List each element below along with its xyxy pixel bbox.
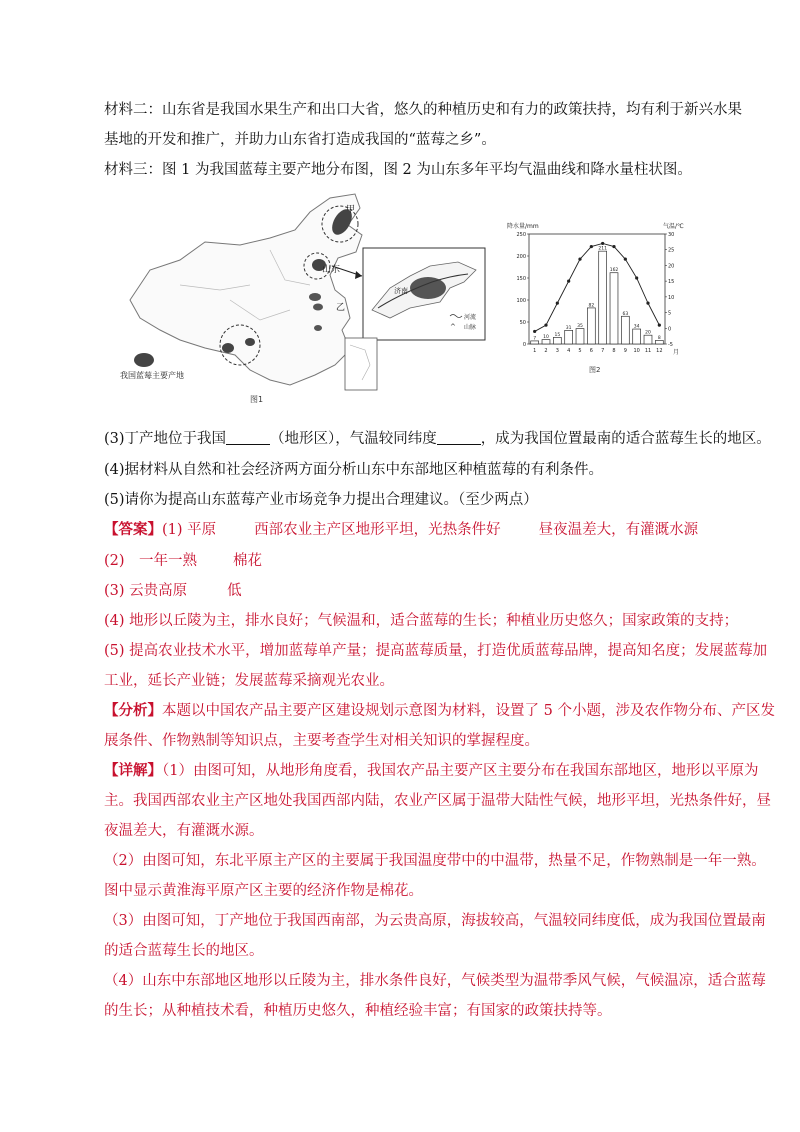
label-shandong: 山东: [322, 265, 341, 275]
answer-line-5b: 工业，延长产业链；发展蓝莓采摘观光农业。: [104, 673, 394, 689]
question-3: (3)丁产地位于我国 （地形区），气温较同纬度 ，成为我国位置最南的适合蓝莓生长的地区。: [104, 431, 771, 447]
detail-line-6: （3）由图可知，丁产地位于我国西南部，为云贵高原，海拔较高，气温较同纬度低，成为我国位置最南: [104, 913, 766, 929]
x-tick-label: 3: [555, 348, 559, 354]
temperature-point: [578, 258, 581, 261]
precip-bar: [553, 337, 561, 344]
question-5: (5)请你为提高山东蓝莓产业市场竞争力提出合理建议。（至少两点）: [104, 492, 538, 508]
temperature-point: [624, 258, 627, 261]
material2-line2: 基地的开发和推广，并助力山东省打造成我国的“蓝莓之乡”。: [104, 132, 496, 148]
detail-line-3: 夜温差大，有灌溉水源。: [104, 823, 264, 839]
temperature-point: [646, 302, 649, 305]
temperature-point: [556, 302, 559, 305]
figure2-caption: 图2: [589, 366, 601, 374]
x-tick-label: 6: [589, 348, 593, 354]
y-left-tick-label: 0: [522, 342, 526, 348]
y-left-tick-label: 200: [516, 254, 526, 260]
y-right-tick-label: 30: [668, 232, 675, 238]
plot-frame: [529, 234, 665, 344]
figure-area: [110, 190, 710, 410]
y-left-tick-label: 250: [516, 232, 526, 238]
y-left-tick-label: 50: [519, 320, 526, 326]
region-yi-1: [309, 293, 321, 301]
material2-line1: 材料二：山东省是我国水果生产和出口大省，悠久的种植历史和有力的政策扶持，均有利于新兴水果: [104, 102, 742, 118]
x-tick-label: 10: [633, 348, 640, 354]
detail-line-2: 主。我国西部农业主产区地处我国西部内陆，农业产区属于温带大陆性气候，地形平坦，光热条件好，昼: [104, 793, 771, 809]
china-outline: [130, 194, 362, 385]
precip-bar-label: 162: [609, 268, 619, 274]
temperature-point: [658, 324, 661, 327]
precip-bar-label: 211: [598, 246, 607, 252]
precip-bar: [655, 340, 663, 344]
material3-text: 材料三：图 1 为我国蓝莓主要产地分布图，图 2 为山东多年平均气温曲线和降水量柱状图。: [104, 162, 692, 178]
question-4: (4)据材料从自然和社会经济两方面分析山东中东部地区种植蓝莓的有利条件。: [104, 462, 604, 478]
precip-bar-label: 34: [633, 324, 640, 330]
x-tick-label: 11: [644, 348, 652, 354]
x-tick-label: 8: [612, 348, 616, 354]
answer-line-1: 【答案】(1) 平原 西部农业主产区地形平坦，光热条件好 昼夜温差大，有灌溉水源: [104, 521, 699, 538]
y-right-tick-label: 10: [668, 294, 675, 301]
x-tick-label: 2: [544, 348, 548, 354]
detail-tag: 【详解】: [104, 762, 162, 779]
temperature-line: [535, 243, 660, 331]
y-right-tick-label: 25: [668, 247, 675, 254]
answer-line-2: (2) 一年一熟 棉花: [104, 553, 263, 569]
precip-bar: [587, 308, 595, 344]
temperature-point: [601, 242, 604, 245]
precip-bar-label: 8: [657, 335, 661, 341]
answer-blank-1[interactable]: [226, 430, 270, 445]
detail-line-8: （4）山东中东部地区地形以丘陵为主，排水条件良好，气候类型为温带季风气候，气候温凉，适合蓝莓: [104, 973, 766, 989]
figure1-caption: 图1: [250, 395, 264, 404]
temperature-point: [533, 330, 536, 333]
x-tick-label: 4: [567, 348, 571, 354]
answer-blank-2[interactable]: [437, 430, 481, 445]
region-bing: [314, 325, 322, 331]
inset-label-jinan: 济南: [394, 287, 408, 295]
precip-bar: [599, 251, 607, 344]
precip-bar: [576, 329, 584, 344]
south-sea-inset: [345, 338, 377, 390]
analysis-line-1: 【分析】本题以中国农产品主要产区建设规划示意图为材料，设置了 5 个小题，涉及农作物分布、产区发: [104, 702, 775, 719]
y-right-tick-label: 20: [668, 263, 675, 270]
detail-line-4: （2）由图可知，东北平原主产区的主要属于我国温度带中的中温带，热量不足，作物熟制是一年一熟。: [104, 853, 766, 869]
detail-line-5: 图中显示黄淮海平原产区主要的经济作物是棉花。: [104, 883, 423, 899]
temperature-point: [612, 245, 615, 248]
temperature-point: [544, 324, 547, 327]
analysis-tag: 【分析】: [104, 702, 162, 719]
region-ding-2: [245, 338, 255, 346]
y-right-tick-label: 15: [668, 279, 675, 286]
precip-bar-label: 31: [565, 325, 572, 331]
legend-swatch: [134, 353, 154, 367]
y-right-tick-label: 5: [668, 310, 672, 317]
legend-text: 我国蓝莓主要产地: [120, 371, 184, 380]
x-tick-label: 5: [578, 348, 582, 354]
inset-legend-mountain: 山脉: [464, 324, 477, 331]
label-jia: 甲: [346, 205, 356, 215]
precip-bar: [644, 335, 652, 344]
precip-bar-label: 63: [622, 311, 629, 317]
precip-bar: [565, 330, 573, 344]
detail-line-1: 【详解】（1）由图可知，从地形角度看，我国农产品主要产区主要分布在我国东部地区，地形以平原为: [104, 762, 759, 779]
precip-bar: [633, 329, 641, 344]
precip-bar-label: 20: [645, 330, 651, 336]
y-left-tick-label: 150: [516, 276, 526, 282]
answer-line-4: (4) 地形以丘陵为主，排水良好；气候温和，适合蓝莓的生长；种植业历史悠久；国家政策的支持；: [104, 613, 739, 629]
right-axis-title: 气温/℃: [663, 223, 684, 230]
temperature-point: [635, 276, 638, 279]
precip-bar-label: 35: [577, 324, 583, 330]
x-unit: 月: [673, 349, 680, 356]
svg-text:^: ^: [450, 323, 456, 331]
answer-tag: 【答案】: [104, 521, 162, 538]
y-right-tick-label: -5: [668, 342, 673, 348]
figure1-map: [110, 190, 490, 410]
label-yi: 乙: [336, 303, 346, 313]
temperature-point: [567, 280, 570, 283]
region-ding-1: [222, 343, 234, 353]
x-tick-label: 7: [601, 348, 605, 354]
region-yi-2: [313, 304, 323, 311]
y-right-tick-label: 0: [668, 326, 672, 333]
precip-bar-label: 7: [533, 336, 537, 342]
left-axis-title: 降水量/mm: [507, 223, 539, 230]
precip-bar: [610, 273, 618, 344]
y-left-tick-label: 100: [516, 298, 526, 304]
precip-bar-label: 15: [554, 332, 561, 338]
x-tick-label: 12: [656, 348, 663, 354]
precip-bar: [542, 340, 550, 344]
precip-bar-label: 82: [588, 303, 595, 309]
temperature-point: [590, 245, 593, 248]
answer-line-3: (3) 云贵高原 低: [104, 583, 242, 599]
precip-bar-label: 10: [543, 335, 549, 341]
x-tick-label: 1: [533, 348, 537, 354]
x-tick-label: 9: [623, 348, 627, 354]
precip-bar: [621, 316, 629, 344]
detail-line-7: 的适合蓝莓生长的地区。: [104, 943, 264, 959]
detail-line-9: 的生长；从种植技术看，种植历史悠久，种植经验丰富；有国家的政策扶持等。: [104, 1003, 612, 1019]
inset-legend-river: 河流: [464, 314, 477, 321]
analysis-line-2: 展条件、作物熟制等知识点，主要考查学生对相关知识的掌握程度。: [104, 733, 539, 749]
answer-line-5a: (5) 提高农业技术水平，增加蓝莓单产量；提高蓝莓质量，打造优质蓝莓品牌，提高知名度；发展蓝莓加: [104, 643, 768, 659]
climate-chart: [505, 220, 705, 400]
